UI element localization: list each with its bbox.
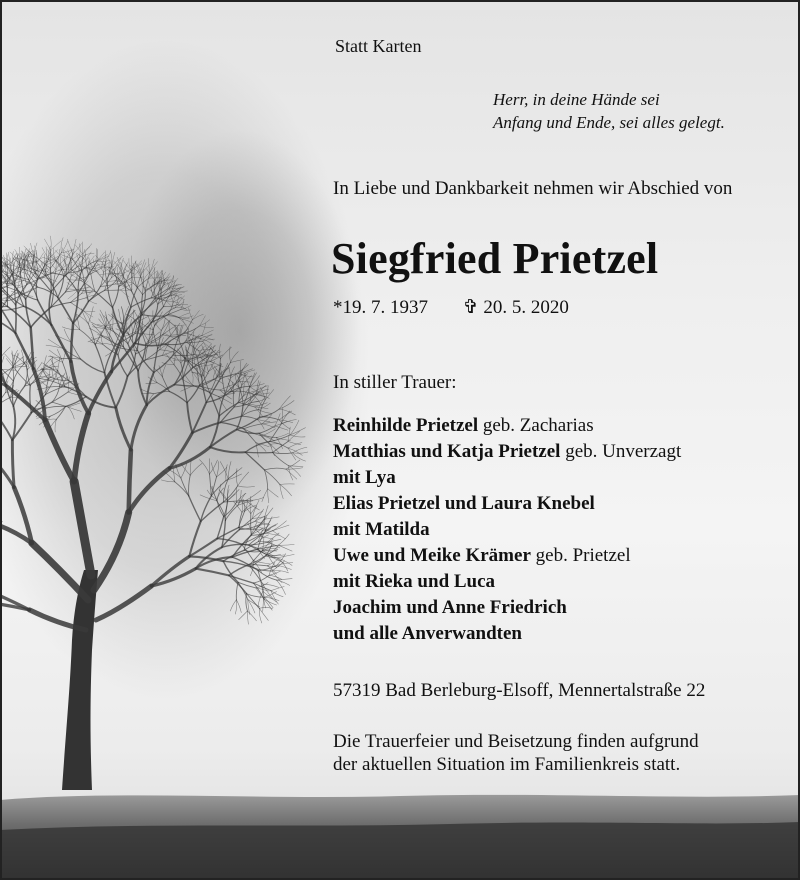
mourning-intro: In stiller Trauer: [333,372,457,393]
list-item: Joachim und Anne Friedrich [333,597,567,618]
list-item: mit Rieka und Luca [333,571,496,592]
birth-date: *19. 7. 1937 [333,297,428,318]
list-item: Reinhilde Prietzel geb. Zacharias [333,415,594,436]
funeral-notice [333,730,699,776]
list-item: Elias Prietzel und Laura Knebel [333,493,595,514]
list-item: und alle Anverwandten [333,623,522,644]
list-item: mit Lya [333,467,396,488]
mourners-list [333,413,681,647]
death-date-group [463,297,569,318]
deceased-name: Siegfried Prietzel [331,234,659,283]
list-item: mit Matilda [333,519,430,540]
list-item: Matthias und Katja Prietzel geb. Unverzagt [333,441,682,462]
cross-icon: ✞ [462,297,479,318]
farewell-intro: In Liebe und Dankbarkeit nehmen wir Abschied von [333,178,733,199]
bible-verse [493,88,725,134]
notice-line: der aktuellen Situation im Familienkreis statt. [333,754,681,775]
verse-line: Anfang und Ende, sei alles gelegt. [493,113,725,132]
life-dates [333,296,569,319]
death-date: 20. 5. 2020 [483,297,569,318]
notice-line: Die Trauerfeier und Beisetzung finden aufgrund [333,731,699,752]
list-item: Uwe und Meike Krämer geb. Prietzel [333,545,631,566]
family-address: 57319 Bad Berleburg-Elsoff, Mennertalstraße 22 [333,680,706,701]
verse-line: Herr, in deine Hände sei [493,90,660,109]
header-note: Statt Karten [335,36,422,56]
